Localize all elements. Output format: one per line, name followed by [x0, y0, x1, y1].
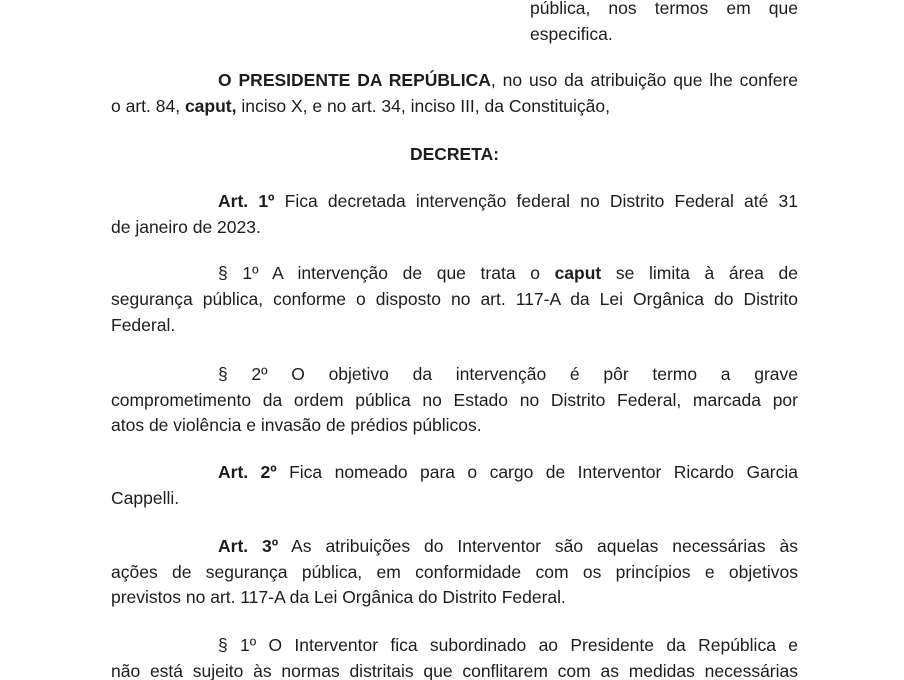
preamble-line-2	[111, 93, 798, 119]
art1-label: Art. 1º	[218, 191, 275, 211]
art1-par1-caput: caput	[554, 263, 602, 283]
art1-line-1	[218, 188, 798, 214]
preamble-authority: O PRESIDENTE DA REPÚBLICA	[218, 70, 491, 90]
art1-par2-line-3: atos de violência e invasão de prédios públicos.	[111, 415, 482, 435]
art3-label: Art. 3º	[218, 536, 279, 556]
preamble-line-2-end: inciso X, e no art. 34, inciso III, da Constituição,	[236, 96, 611, 116]
preamble-line-1-rest: , no uso da atribuição que lhe confere	[490, 70, 799, 90]
art3-line-1-text: As atribuições do Interventor são aquelas necessárias às	[278, 536, 798, 556]
art1-par2-line-1	[218, 361, 798, 387]
art1-par1-line-2: segurança pública, conforme o disposto no art. 117-A da Lei Orgânica do Distrito	[111, 289, 798, 309]
art1-par1-label: § 1º	[218, 263, 259, 283]
art1-par1-line-1	[218, 260, 798, 286]
preamble-line-2-start: o art. 84,	[111, 96, 185, 116]
ementa-line-1	[530, 0, 798, 16]
art1-par2-label: § 2º	[218, 364, 268, 384]
art2-line-1	[218, 459, 798, 485]
ementa-line-2-text: especifica.	[530, 24, 613, 44]
art2-label: Art. 2º	[218, 462, 277, 482]
ementa-line-1-text: pública, nos termos em que	[530, 0, 798, 18]
art3-line-1	[218, 533, 798, 559]
art3-par1-line-1-text: O Interventor fica subordinado ao Presidente da República e	[256, 635, 798, 655]
art1-par2-line-2: comprometimento da ordem pública no Estado no Distrito Federal, marcada por	[111, 390, 798, 410]
preamble-caput: caput,	[184, 96, 237, 116]
preamble-line-1	[218, 67, 798, 93]
art3-line-2: ações de segurança pública, em conformidade com os princípios e objetivos	[111, 562, 798, 582]
art1-par1-line-1-start: A intervenção de que trata o	[258, 263, 555, 283]
art3-line-3: previstos no art. 117-A da Lei Orgânica do Distrito Federal.	[111, 587, 566, 607]
enacting-clause: DECRETA:	[409, 144, 500, 164]
art1-par1-line-1-end: se limita à área de	[601, 263, 798, 283]
art1-line-2: de janeiro de 2023.	[111, 217, 261, 237]
art1-line-1-text: Fica decretada intervenção federal no Distrito Federal até 31	[274, 191, 799, 211]
art3-par1-line-1	[218, 632, 798, 658]
art3-par1-label: § 1º	[218, 635, 257, 655]
art2-line-2: Cappelli.	[111, 488, 180, 508]
art2-line-1-text: Fica nomeado para o cargo de Interventor Ricardo Garcia	[276, 462, 798, 482]
ementa-line-2	[530, 21, 798, 47]
art3-par1-line-2: não está sujeito às normas distritais que conflitarem com as medidas necessárias	[111, 661, 798, 680]
art1-par2-line-1-text: O objetivo da intervenção é pôr termo a grave	[267, 364, 798, 384]
art1-par1-line-3: Federal.	[111, 315, 176, 335]
